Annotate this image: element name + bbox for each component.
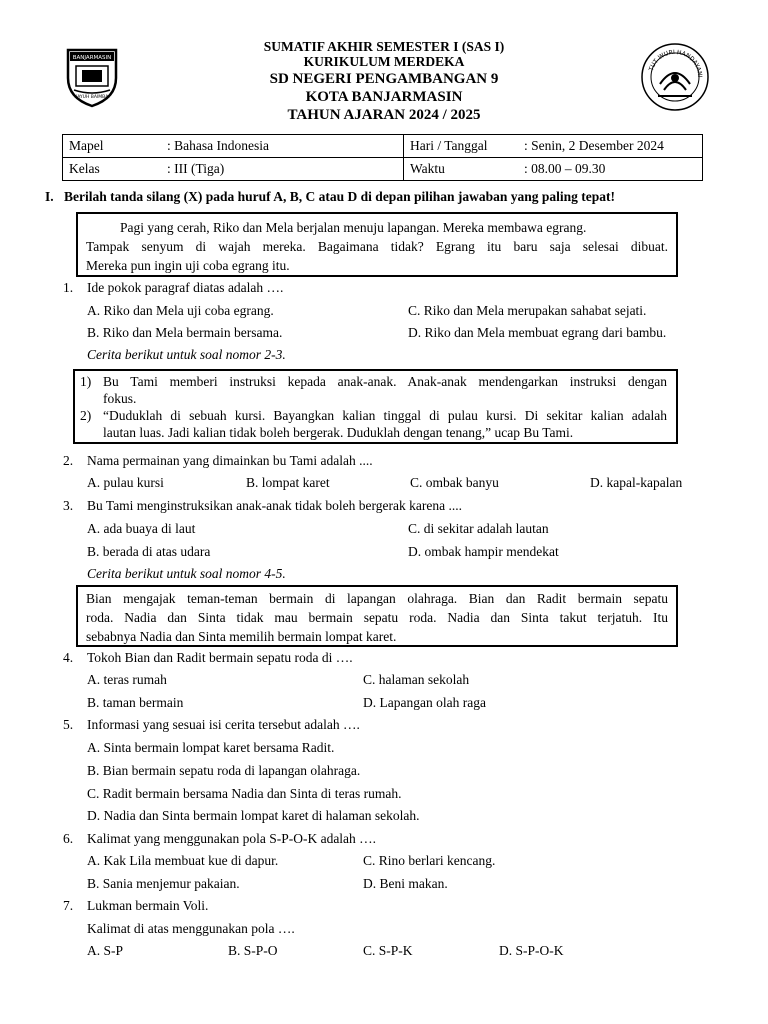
mapel-value: : Bahasa Indonesia: [161, 135, 404, 158]
header-school-name: SD NEGERI PENGAMBANGAN 9: [269, 71, 499, 87]
story2-item2-line1: “Duduklah di sebuah kursi. Bayangkan kalian tinggal di pulau kursi. Di sekitar kalian adalah: [103, 408, 667, 423]
story2-item1-line1: Bu Tami memberi instruksi kepada anak-anak. Anak-anak mendengarkan instruksi dengan: [103, 374, 667, 389]
info-row-1: [63, 135, 703, 158]
header-academic-year: TAHUN AJARAN 2024 / 2025: [287, 107, 481, 123]
q3-option-b[interactable]: B. berada di atas udara: [87, 544, 211, 559]
q4-number: 4.: [63, 650, 74, 665]
logo-left-top-text: BANJARMASIN: [72, 55, 112, 61]
q5-option-d[interactable]: D. Nadia dan Sinta bermain lompat karet di halaman sekolah.: [87, 808, 420, 823]
q6-option-a[interactable]: A. Kak Lila membuat kue di dapur.: [87, 853, 279, 868]
q4-option-d[interactable]: D. Lapangan olah raga: [363, 695, 486, 710]
q3-option-d[interactable]: D. ombak hampir mendekat: [408, 544, 559, 559]
q7-option-b[interactable]: B. S-P-O: [228, 943, 278, 958]
story-box-2: [73, 369, 678, 444]
mapel-label: Mapel: [63, 135, 162, 158]
section-instruction: Berilah tanda silang (X) pada huruf A, B, C atau D di depan pilihan jawaban yang paling tepat!: [64, 189, 616, 204]
q7-text: Lukman bermain Voli.: [87, 898, 209, 913]
story-box-1: [76, 212, 678, 277]
q7-option-a[interactable]: A. S-P: [87, 943, 124, 958]
header-title-2: KURIKULUM MERDEKA: [303, 54, 465, 69]
q2-number: 2.: [63, 453, 74, 468]
waktu-value: : 08.00 – 09.30: [518, 158, 703, 181]
q3-option-c[interactable]: C. di sekitar adalah lautan: [408, 521, 549, 536]
q3-text: Bu Tami menginstruksikan anak-anak tidak boleh bergerak karena ....: [87, 498, 462, 513]
q6-option-d[interactable]: D. Beni makan.: [363, 876, 448, 891]
q7-text-2: Kalimat di atas menggunakan pola ….: [87, 921, 295, 936]
kelas-value: : III (Tiga): [161, 158, 404, 181]
q2-text: Nama permainan yang dimainkan bu Tami adalah ....: [87, 453, 373, 468]
q6-option-b[interactable]: B. Sania menjemur pakaian.: [87, 876, 240, 891]
q6-text: Kalimat yang menggunakan pola S-P-O-K adalah ….: [87, 831, 377, 846]
q3-option-a[interactable]: A. ada buaya di laut: [87, 521, 196, 536]
story2-item1-line2: fokus.: [103, 391, 137, 406]
q4-option-c[interactable]: C. halaman sekolah: [363, 672, 470, 687]
q6-number: 6.: [63, 831, 74, 846]
q4-option-b[interactable]: B. taman bermain: [87, 695, 184, 710]
logo-right-text: TUT WURI HANDAYANI: [647, 48, 704, 78]
story3-line3: sebabnya Nadia dan Sinta memilih bermain lompat karet.: [86, 629, 397, 644]
story-box-3: [76, 585, 678, 647]
story3-line2: roda. Nadia dan Sinta tidak mau bermain sepatu roda. Nadia dan Sinta takut terjatuh. Itu: [86, 610, 668, 625]
q7-option-c[interactable]: C. S-P-K: [363, 943, 413, 958]
waktu-label: Waktu: [404, 158, 519, 181]
story2-item2-number: 2): [80, 408, 92, 423]
story2-item2-line2: lautan luas. Jadi kalian tidak boleh bergerak. Duduklah dengan tenang,” ucap Bu Tami.: [103, 425, 574, 440]
q2-option-b[interactable]: B. lompat karet: [246, 475, 330, 490]
story1-line2: Tampak senyum di wajah mereka. Bagaimana tidak? Egrang itu baru saja selesai dibuat.: [86, 239, 668, 254]
caption-story-3: Cerita berikut untuk soal nomor 4-5.: [87, 566, 286, 581]
q7-option-d[interactable]: D. S-P-O-K: [499, 943, 564, 958]
exam-info-table: [62, 134, 703, 181]
header-title-1: SUMATIF AKHIR SEMESTER I (SAS I): [263, 39, 505, 54]
q5-option-a[interactable]: A. Sinta bermain lompat karet bersama Radit.: [87, 740, 335, 755]
q5-option-c[interactable]: C. Radit bermain bersama Nadia dan Sinta di teras rumah.: [87, 786, 402, 801]
hari-label: Hari / Tanggal: [404, 135, 519, 158]
story1-line1: Pagi yang cerah, Riko dan Mela berjalan menuju lapangan. Mereka membawa egrang.: [120, 220, 587, 235]
hari-value: : Senin, 2 Desember 2024: [518, 135, 703, 158]
q4-option-a[interactable]: A. teras rumah: [87, 672, 167, 687]
q5-text: Informasi yang sesuai isi cerita tersebut adalah ….: [87, 717, 360, 732]
q5-number: 5.: [63, 717, 74, 732]
q1-option-a[interactable]: A. Riko dan Mela uji coba egrang.: [87, 303, 274, 318]
q5-option-b[interactable]: B. Bian bermain sepatu roda di lapangan olahraga.: [87, 763, 361, 778]
kelas-label: Kelas: [63, 158, 162, 181]
q2-option-d[interactable]: D. kapal-kapalan: [590, 475, 683, 490]
logo-left-bottom-text: KAYUH BAIMBAI: [74, 95, 110, 100]
info-row-2: [63, 158, 703, 181]
story3-line1: Bian mengajak teman-teman bermain di lapangan olahraga. Bian dan Radit bermain sepatu: [86, 591, 668, 606]
q4-text: Tokoh Bian dan Radit bermain sepatu roda di ….: [87, 650, 353, 665]
q7-number: 7.: [63, 898, 74, 913]
q1-option-c[interactable]: C. Riko dan Mela merupakan sahabat sejati.: [408, 303, 647, 318]
q2-option-c[interactable]: C. ombak banyu: [410, 475, 499, 490]
q1-option-d[interactable]: D. Riko dan Mela membuat egrang dari bambu.: [408, 325, 667, 340]
q2-option-a[interactable]: A. pulau kursi: [87, 475, 164, 490]
q1-number: 1.: [63, 280, 74, 295]
q1-text: Ide pokok paragraf diatas adalah ….: [87, 280, 284, 295]
q1-option-b[interactable]: B. Riko dan Mela bermain bersama.: [87, 325, 283, 340]
q3-number: 3.: [63, 498, 74, 513]
section-number: I.: [45, 189, 54, 204]
story1-line3: Mereka pun ingin uji coba egrang itu.: [86, 258, 290, 273]
caption-story-2: Cerita berikut untuk soal nomor 2-3.: [87, 347, 286, 362]
header-city: KOTA BANJARMASIN: [305, 89, 463, 105]
q6-option-c[interactable]: C. Rino berlari kencang.: [363, 853, 496, 868]
story2-item1-number: 1): [80, 374, 92, 389]
